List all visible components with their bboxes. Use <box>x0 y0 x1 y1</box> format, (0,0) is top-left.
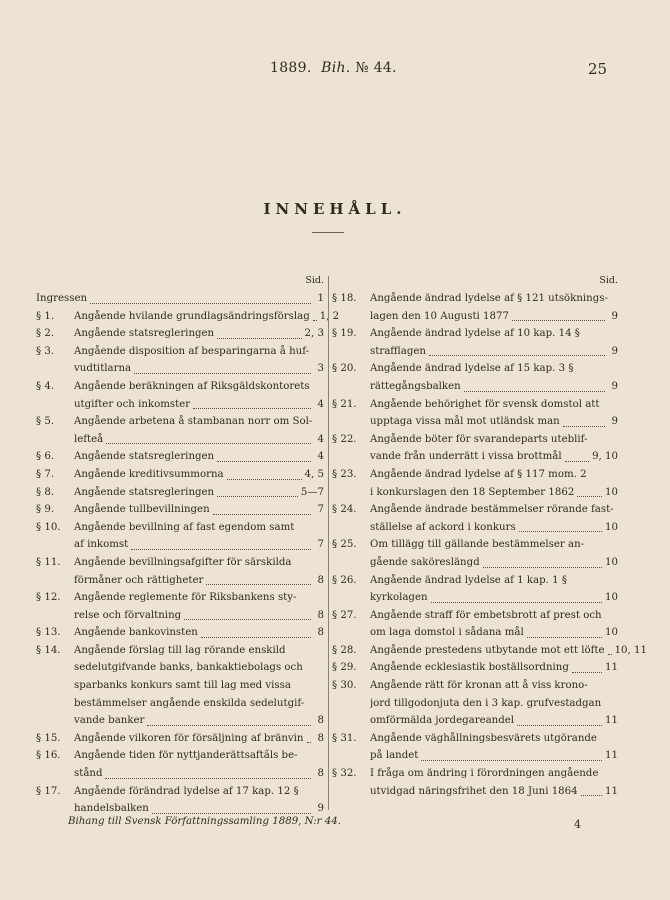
toc-entry <box>36 589 324 624</box>
toc-entry <box>332 642 647 660</box>
leader-dots <box>563 413 605 427</box>
entry-line: Angående bevillningsafgifter för särskilda <box>74 556 292 568</box>
leader-dots <box>527 624 602 638</box>
entry-body <box>370 642 647 660</box>
entry-line: Angående reglemente för Riksbankens sty- <box>74 592 297 604</box>
page-reference: 4 <box>317 433 324 445</box>
entry-text: lefteå <box>74 433 104 445</box>
entry-final-line <box>370 554 618 572</box>
toc-entry <box>36 519 324 554</box>
section-number: § 18. <box>332 293 357 304</box>
entry-text: relse och förvaltning <box>74 609 182 621</box>
entry-final-line <box>74 607 324 625</box>
entry-line: Angående beräkningen af Riksgäldskontorets <box>74 380 310 392</box>
section-number: § 24. <box>332 504 357 516</box>
toc-entry <box>332 396 618 431</box>
page-reference: 9 <box>611 416 618 428</box>
sid-header-left: Sid. <box>305 275 324 286</box>
sheet-signature: 4 <box>574 818 581 831</box>
page-title: INNEHÅLL. <box>263 200 407 218</box>
toc-entry <box>36 308 340 326</box>
entry-final-line <box>74 501 324 519</box>
page-reference: 7 <box>317 504 324 516</box>
toc-entry <box>36 624 324 642</box>
entry-body <box>74 783 324 818</box>
entry-body <box>370 431 618 466</box>
entry-final-line <box>370 413 618 431</box>
page-reference: 10 <box>605 521 618 533</box>
leader-dots <box>152 800 311 814</box>
entry-line: Angående väghållningsbesvärets utgörande <box>370 732 597 744</box>
entry-body <box>370 290 618 325</box>
entry-text: Angående statsregleringen <box>74 328 215 340</box>
page-reference: 11 <box>605 662 618 674</box>
entry-final-line <box>74 396 324 414</box>
entry-text: utgifter och inkomster <box>74 398 191 410</box>
entry-body <box>370 572 618 607</box>
page-reference: 8 <box>317 768 324 780</box>
entry-text: ställelse af ackord i konkurs <box>370 521 516 533</box>
running-head <box>270 60 397 76</box>
section-number: § 28. <box>332 644 357 656</box>
section-number: § 13. <box>36 627 61 639</box>
toc-entry <box>36 378 324 413</box>
entry-final-line <box>370 642 647 660</box>
leader-dots <box>517 712 602 726</box>
entry-body <box>370 396 618 431</box>
section-number: § 23. <box>332 468 357 480</box>
section-number: § 19. <box>332 328 357 340</box>
entry-text: Angående ecklesiastik boställsordning <box>370 662 569 674</box>
page-reference: 4, 5 <box>304 468 324 480</box>
entry-text: gående saköreslängd <box>370 556 480 568</box>
toc-entry <box>36 325 324 343</box>
leader-dots <box>313 308 317 322</box>
page-reference: 1 <box>317 293 324 304</box>
entry-body <box>74 378 324 413</box>
entry-final-line <box>36 290 324 308</box>
entry-text: utvidgad näringsfrihet den 18 Juni 1864 <box>370 785 578 797</box>
section-number: § 10. <box>36 521 61 533</box>
page-reference: 11 <box>605 750 618 762</box>
entry-body <box>74 466 324 484</box>
entry-text: på landet <box>370 750 419 762</box>
section-number: § 12. <box>36 592 61 604</box>
entry-line: Angående förslag till lag rörande enskild <box>74 644 286 656</box>
section-number: § 1. <box>36 310 55 322</box>
section-number: § 29. <box>332 662 357 674</box>
entry-text: Angående prestedens utbytande mot ett löfte <box>370 644 605 656</box>
toc-entry <box>36 413 324 448</box>
entry-final-line <box>370 712 618 730</box>
entry-final-line <box>74 624 324 642</box>
section-number: § 5. <box>36 416 55 428</box>
entry-line: Angående ändrad lydelse af 1 kap. 1 § <box>370 574 567 586</box>
entry-body <box>74 308 340 326</box>
entry-final-line <box>74 308 340 326</box>
toc-entry <box>332 659 618 677</box>
entry-body <box>74 413 324 448</box>
leader-dots <box>429 343 605 357</box>
page-reference: 8 <box>317 732 324 744</box>
entry-body <box>74 501 324 519</box>
entry-line: sedelutgifvande banks, bankaktiebolags och <box>74 662 303 674</box>
entry-final-line <box>370 783 618 801</box>
entry-text: vudtitlarna <box>74 363 132 375</box>
toc-left-column <box>36 272 340 818</box>
toc-entry <box>332 466 618 501</box>
leader-dots <box>307 730 312 744</box>
page-reference: 10 <box>605 486 618 498</box>
entry-line: Angående bevillning af fast egendom samt <box>74 521 295 533</box>
toc-entry <box>36 554 324 589</box>
leader-dots <box>512 308 605 322</box>
section-number: § 2. <box>36 328 55 340</box>
leader-dots <box>431 589 602 603</box>
header-bih: Bih. <box>321 60 351 76</box>
toc-entry <box>332 607 618 642</box>
entry-line: I fråga om ändring i förordningen angående <box>370 768 599 780</box>
toc-entry <box>332 290 618 325</box>
leader-dots <box>131 536 311 550</box>
entry-text: lagen den 10 Augusti 1877 <box>370 310 509 322</box>
toc-entry <box>36 466 324 484</box>
entry-text: Angående vilkoren för försäljning af bränvin <box>74 732 304 744</box>
entry-final-line <box>370 484 618 502</box>
entry-body <box>370 659 618 677</box>
section-number: § 4. <box>36 380 55 392</box>
toc-entry <box>332 677 618 730</box>
entry-final-line <box>74 484 324 502</box>
leader-dots <box>421 747 602 761</box>
section-number: § 25. <box>332 539 357 551</box>
page-reference: 3 <box>317 363 324 375</box>
toc-entry <box>332 501 618 536</box>
entry-final-line <box>370 624 618 642</box>
section-number: § 14. <box>36 644 61 656</box>
entry-line: Angående behörighet för svensk domstol att <box>370 398 600 410</box>
leader-dots <box>581 783 602 797</box>
section-number: § 26. <box>332 574 357 586</box>
entry-text: förmåner och rättigheter <box>74 574 204 586</box>
footer-imprint: Bihang till Svensk Författningssamling 1889, N:r 44. <box>68 816 341 827</box>
entry-line: Angående ändrad lydelse af § 121 utsöknings- <box>370 293 608 304</box>
entry-body <box>74 624 324 642</box>
leader-dots <box>483 554 602 568</box>
header-number: № 44. <box>355 60 397 76</box>
entry-final-line <box>370 747 618 765</box>
page-reference: 9 <box>611 345 618 357</box>
section-number: § 8. <box>36 486 55 498</box>
entry-text: rättegångsbalken <box>370 380 461 392</box>
entry-final-line <box>370 308 618 326</box>
entry-line: Angående ändrade bestämmelser rörande fast- <box>370 504 614 516</box>
toc-entry <box>332 765 618 800</box>
section-number: § 22. <box>332 433 357 445</box>
leader-dots <box>193 396 311 410</box>
entry-final-line <box>370 448 618 466</box>
page-reference: 10 <box>605 627 618 639</box>
section-number: § 32. <box>332 768 357 780</box>
entry-body <box>74 448 324 466</box>
leader-dots <box>184 607 311 621</box>
entry-text: Angående bankovinsten <box>74 627 198 639</box>
entry-body <box>74 554 324 589</box>
entry-body <box>36 290 324 308</box>
leader-dots <box>105 765 311 779</box>
entry-line: Angående ändrad lydelse af § 117 mom. 2 <box>370 468 587 480</box>
entry-line: Om tillägg till gällande bestämmelser an- <box>370 539 585 551</box>
leader-dots <box>608 642 612 656</box>
entry-final-line <box>74 360 324 378</box>
page-reference: 1, 2 <box>319 310 340 322</box>
section-number: § 7. <box>36 468 55 480</box>
page-reference: 9, 10 <box>592 451 618 463</box>
page-reference: 8 <box>317 574 324 586</box>
section-number: § 15. <box>36 732 61 744</box>
entry-final-line <box>74 572 324 590</box>
entry-final-line <box>74 325 324 343</box>
entry-line: Angående ändrad lydelse af 15 kap. 3 § <box>370 363 574 375</box>
leader-dots <box>217 325 301 339</box>
entry-text: upptaga vissa mål mot utländsk man <box>370 416 560 428</box>
entry-final-line <box>370 589 618 607</box>
leader-dots <box>213 501 311 515</box>
page-reference: 4 <box>317 398 324 410</box>
entry-final-line <box>74 712 324 730</box>
entry-text: Ingressen <box>36 293 88 304</box>
section-number: § 20. <box>332 363 357 375</box>
section-number: § 21. <box>332 398 357 410</box>
page-reference: 8 <box>317 715 324 727</box>
toc-entry <box>36 642 324 730</box>
entry-line: Angående rätt för kronan att å viss krono- <box>370 680 588 692</box>
entry-text: vande banker <box>74 715 145 727</box>
entry-final-line <box>370 659 618 677</box>
leader-dots <box>217 448 311 462</box>
entry-text: Angående kreditivsummorna <box>74 468 224 480</box>
entry-body <box>74 730 324 748</box>
section-number: § 17. <box>36 785 61 797</box>
entry-line: bestämmelser angående enskilda sedelutgif- <box>74 697 305 709</box>
toc-entry <box>36 747 324 782</box>
toc-entry <box>36 783 324 818</box>
title-rule <box>312 232 344 233</box>
toc-entry <box>36 730 324 748</box>
section-number: § 30. <box>332 680 357 692</box>
toc-entry <box>332 325 618 360</box>
page-number: 25 <box>588 60 608 78</box>
toc-right-column <box>332 272 647 800</box>
entry-body <box>74 642 324 730</box>
section-number: § 11. <box>36 556 61 568</box>
leader-dots <box>201 624 311 638</box>
entry-body <box>370 765 618 800</box>
sid-header-right: Sid. <box>599 275 618 286</box>
entry-body <box>370 325 618 360</box>
entry-line: Angående ändrad lydelse af 10 kap. 14 § <box>370 328 580 340</box>
toc-entry <box>36 343 324 378</box>
entry-line: jord tillgodonjuta den i 3 kap. grufvestadgan <box>370 697 602 709</box>
entry-line: Angående förändrad lydelse af 17 kap. 12 § <box>74 785 299 797</box>
section-number: § 31. <box>332 732 357 744</box>
entry-text: omförmälda jordegareandel <box>370 715 515 727</box>
header-year: 1889. <box>270 60 312 76</box>
entry-final-line <box>74 730 324 748</box>
entry-final-line <box>74 536 324 554</box>
toc-entry <box>332 360 618 395</box>
entry-body <box>74 519 324 554</box>
entry-body <box>370 501 618 536</box>
page-reference: 5—7 <box>300 486 324 498</box>
entry-text: handelsbalken <box>74 803 149 815</box>
entry-text: stånd <box>74 768 103 780</box>
entry-final-line <box>74 431 324 449</box>
leader-dots <box>227 466 302 480</box>
entry-line: Angående straff för embetsbrott af prest och <box>370 609 602 621</box>
page-reference: 11 <box>605 785 618 797</box>
entry-body <box>370 677 618 730</box>
entry-line: sparbanks konkurs samt till lag med vissa <box>74 680 291 692</box>
leader-dots <box>134 360 311 374</box>
entry-text: Angående tullbevillningen <box>74 504 210 516</box>
entry-body <box>370 466 618 501</box>
toc-entry <box>36 484 324 502</box>
page-reference: 8 <box>317 627 324 639</box>
entry-line: Angående arbetena å stambanan norr om Sol- <box>74 416 313 428</box>
entry-body <box>74 484 324 502</box>
entry-text: af inkomst <box>74 539 129 551</box>
entry-body <box>74 747 324 782</box>
leader-dots <box>577 484 602 498</box>
entry-line: Angående böter för svarandeparts uteblif- <box>370 433 588 445</box>
leader-dots <box>217 484 298 498</box>
toc-entry <box>36 448 324 466</box>
leader-dots <box>464 378 605 392</box>
entry-final-line <box>74 448 324 466</box>
page-reference: 8 <box>317 609 324 621</box>
entry-text: i konkurslagen den 18 September 1862 <box>370 486 575 498</box>
leader-dots <box>206 572 311 586</box>
leader-dots <box>572 659 602 673</box>
column-divider <box>328 276 329 810</box>
page-reference: 4 <box>317 451 324 463</box>
toc-entry <box>332 431 618 466</box>
toc-entry <box>36 290 324 308</box>
section-number: § 16. <box>36 750 61 762</box>
entry-text: om laga domstol i sådana mål <box>370 627 524 639</box>
entry-body <box>74 589 324 624</box>
entry-body <box>74 325 324 343</box>
page-reference: 9 <box>611 310 618 322</box>
toc-entry <box>332 730 618 765</box>
page-reference: 10 <box>605 592 618 604</box>
page-reference: 11 <box>605 715 618 727</box>
entry-final-line <box>370 519 618 537</box>
entry-text: Angående statsregleringen <box>74 451 215 463</box>
entry-body <box>370 536 618 571</box>
page-reference: 9 <box>317 803 324 815</box>
entry-line: Angående tiden för nyttjanderättsafta̋ls be- <box>74 750 298 762</box>
leader-dots <box>519 519 602 533</box>
entry-text: Angående statsregleringen <box>74 486 215 498</box>
entry-body <box>370 360 618 395</box>
entry-final-line <box>370 378 618 396</box>
entry-text: Angående hvilande grundlagsändringsförslag <box>74 310 310 322</box>
section-number: § 3. <box>36 345 55 357</box>
section-number: § 9. <box>36 504 55 516</box>
entry-final-line <box>74 765 324 783</box>
entry-final-line <box>370 343 618 361</box>
toc-entry <box>36 501 324 519</box>
leader-dots <box>106 431 311 445</box>
entry-text: strafflagen <box>370 345 426 357</box>
section-number: § 27. <box>332 609 357 621</box>
entry-body <box>370 607 618 642</box>
page-reference: 7 <box>317 539 324 551</box>
page-reference: 10 <box>605 556 618 568</box>
section-number: § 6. <box>36 451 55 463</box>
leader-dots <box>147 712 311 726</box>
page-reference: 10, 11 <box>614 644 647 656</box>
toc-entry <box>332 572 618 607</box>
page-reference: 9 <box>611 380 618 392</box>
toc-entry <box>332 536 618 571</box>
leader-dots <box>565 448 589 462</box>
page-reference: 2, 3 <box>304 328 324 340</box>
entry-body <box>370 730 618 765</box>
entry-text: vande från underrätt i vissa brottmål <box>370 451 562 463</box>
entry-text: kyrkolagen <box>370 592 428 604</box>
entry-final-line <box>74 466 324 484</box>
entry-body <box>74 343 324 378</box>
entry-line: Angående disposition af besparingarna å huf- <box>74 345 310 357</box>
leader-dots <box>90 290 311 304</box>
